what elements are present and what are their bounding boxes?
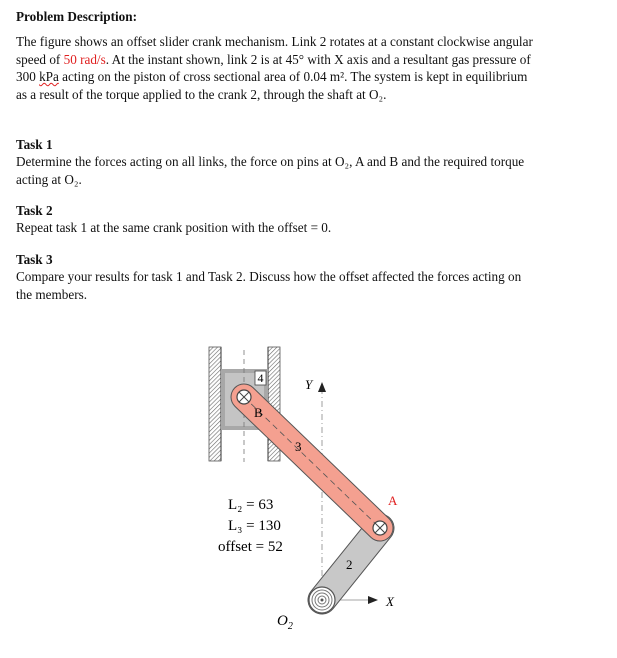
pin-b-label: B <box>254 405 263 420</box>
task-1-heading: Task 1 <box>16 137 53 152</box>
task-3-heading: Task 3 <box>16 252 53 267</box>
link-3-label: 3 <box>295 439 302 454</box>
task-1-line-2: acting at O₂. <box>16 171 82 187</box>
problem-line-4: as a result of the torque applied to the crank 2, through the shaft at O₂. <box>16 86 387 102</box>
x-axis-arrow <box>368 596 378 604</box>
link-4-label: 4 <box>257 371 264 385</box>
pressure-unit: kPa <box>39 69 59 85</box>
problem-heading: Problem Description: <box>16 9 137 24</box>
o2-label: $O_2$ <box>277 613 293 632</box>
problem-line-1: The figure shows an offset slider crank mechanism. Link 2 rotates at a constant clockwise angular <box>16 34 533 50</box>
task-2-heading: Task 2 <box>16 203 53 218</box>
y-axis-label: Y <box>305 377 313 392</box>
x-axis-label: X <box>386 594 394 609</box>
length-l2-label: L₂ = 63 <box>228 497 274 513</box>
angular-speed-value: 50 rad/s <box>63 51 106 67</box>
left-ground-wall <box>209 347 221 461</box>
length-l3-label: L₃ = 130 <box>228 518 281 534</box>
problem-line-3: 300 kPa acting on the piston of cross sectional area of 0.04 m². The system is kept in equilibrium <box>16 69 528 85</box>
problem-line-2: speed of 50 rad/s. At the instant shown, link 2 is at 45° with X axis and a resultant gas pressure of <box>16 51 531 67</box>
pivot-o2 <box>309 587 335 613</box>
task-1-line-1: Determine the forces acting on all links, the force on pins at O₂, A and B and the required torque <box>16 154 525 170</box>
offset-label: offset = 52 <box>218 539 283 555</box>
task-3-line-1: Compare your results for task 1 and Task 2. Discuss how the offset affected the forces acting on <box>16 269 522 285</box>
task-2-line-1: Repeat task 1 at the same crank position with the offset = 0. <box>16 220 332 236</box>
pin-a-label: A <box>388 493 398 508</box>
link-2-label: 2 <box>346 557 353 572</box>
y-axis-arrow <box>318 382 326 392</box>
task-3-line-2: the members. <box>16 286 88 302</box>
